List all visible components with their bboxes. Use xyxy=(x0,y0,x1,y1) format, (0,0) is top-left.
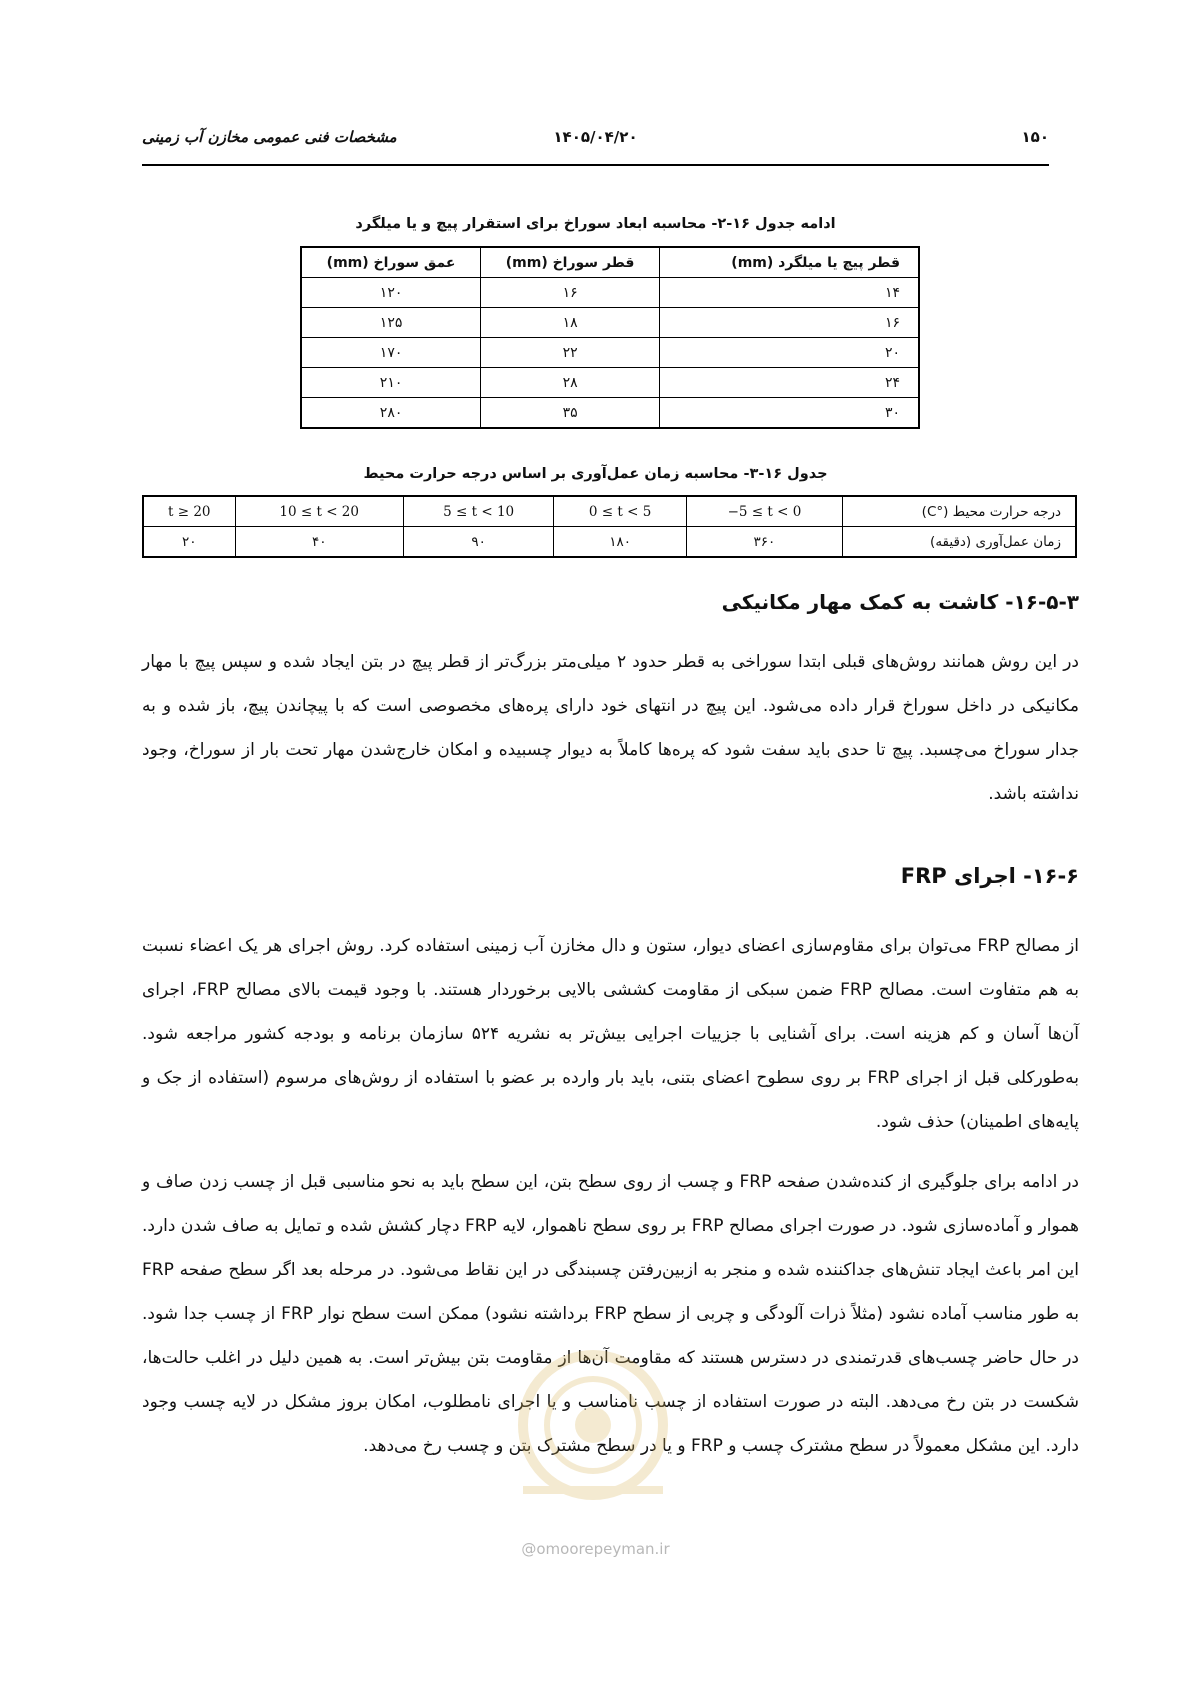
page-number: ۱۵۰ xyxy=(1021,128,1049,146)
body-paragraph: از مصالح FRP می‌توان برای مقاوم‌سازی اعضای دیوار، ستون و دال مخازن آب زمینی استفاده کرد. روش اجرای هر یک اعضاء نسبت به هم متفاوت است. مصالح FRP ضمن سبکی از مقاومت کششی بالایی برخوردار هستند. با وجود قیمت بالای مصالح FRP، اجرای آن‌ها آسان و کم هزینه است. برای آشنایی با جزییات اجرایی بیش‌تر به نشریه ۵۲۴ سازمان برنامه و بودجه کشور مراجعه شود. به‌طورکلی قبل از اجرای FRP بر روی سطوح اعضای بتنی، باید بار وارده بر عضو با استفاده از روش‌های مرسوم (استفاده از جک و پایه‌های اطمینان) حذف شود. xyxy=(142,936,1080,1132)
table-row xyxy=(143,527,1076,558)
curing-time-table xyxy=(142,495,1077,558)
table-cell: ۱۷۰ xyxy=(301,338,481,368)
table-row-header: زمان عمل‌آوری (دقیقه) xyxy=(843,527,1077,558)
table-cell: ۱۲۰ xyxy=(301,278,481,308)
table-cell: ۲۸۰ xyxy=(301,398,481,429)
table-header-row xyxy=(301,247,919,278)
table-cell: ۲۱۰ xyxy=(301,368,481,398)
page-header xyxy=(142,128,1049,158)
table-cell: ۲۰ xyxy=(660,338,919,368)
table-cell: −5 ≤ t < 0 xyxy=(686,496,842,527)
header-doc-title: مشخصات فنی عمومی مخازن آب زمینی xyxy=(142,128,397,146)
table-row xyxy=(143,496,1076,527)
table-cell: ۱۴ xyxy=(660,278,919,308)
table-cell: ۹۰ xyxy=(403,527,553,558)
table-cell: ۲۴ xyxy=(660,368,919,398)
table-header-cell: قطر پیچ یا میلگرد (mm) xyxy=(660,247,919,278)
table1-caption: ادامه جدول ۱۶-۲- محاسبه ابعاد سوراخ برای استقرار پیچ و یا میلگرد xyxy=(355,216,836,232)
table-cell: 5 ≤ t < 10 xyxy=(403,496,553,527)
section-heading: ۱۶-۵-۳- کاشت به کمک مهار مکانیکی xyxy=(721,590,1079,614)
table-row xyxy=(301,398,919,429)
table-cell: ۳۰ xyxy=(660,398,919,429)
table-cell: ۲۸ xyxy=(481,368,660,398)
table-row xyxy=(301,308,919,338)
table-row xyxy=(301,278,919,308)
table-cell: ۱۶ xyxy=(660,308,919,338)
header-date: ۱۴۰۵/۰۴/۲۰ xyxy=(553,128,638,146)
table-cell: ۱۸۰ xyxy=(554,527,687,558)
watermark-logo-icon xyxy=(478,1340,708,1510)
table-header-cell: قطر سوراخ (mm) xyxy=(481,247,660,278)
table-header-cell: عمق سوراخ (mm) xyxy=(301,247,481,278)
table-cell: ۲۰ xyxy=(143,527,235,558)
table-row xyxy=(301,368,919,398)
body-paragraph: در این روش همانند روش‌های قبلی ابتدا سوراخی به قطر حدود ۲ میلی‌متر بزرگ‌تر از قطر پیچ در بتن ایجاد شده و سپس پیچ با مهار مکانیکی در داخل سوراخ قرار داده می‌شود. این پیچ در انتهای خود دارای پره‌های مخصوصی است که با پیچاندن پیچ، باز شده و به جدار سوراخ می‌چسبد. پیچ تا حدی باید سفت شود که پره‌ها کاملاً به دیوار چسبیده و امکان خارج‌شدن مهار تحت بار از سوراخ، وجود نداشته باشد. xyxy=(142,652,1079,804)
watermark-text: @omoorepeyman.ir xyxy=(521,1540,670,1558)
table-cell: t ≥ 20 xyxy=(143,496,235,527)
table-cell: ۱۲۵ xyxy=(301,308,481,338)
table-cell: ۳۵ xyxy=(481,398,660,429)
table-row-header: درجه حرارت محیط (°C) xyxy=(843,496,1077,527)
body-paragraph: در ادامه برای جلوگیری از کنده‌شدن صفحه FRP و چسب از روی سطح بتن، این سطح باید به نحو مناسبی قبل از چسب زدن صاف و هموار و آماده‌سازی شود. در صورت اجرای مصالح FRP بر روی سطح ناهموار، لایه FRP دچار کشش شده و تمایل به صاف شدن دارد. این امر باعث ایجاد تنش‌های جداکننده شده و منجر به ازبین‌رفتن چسبندگی در این نقاط می‌شود. در مرحله بعد اگر سطح صفحه FRP به طور مناسب آماده نشود (مثلاً ذرات آلودگی و چربی از سطح FRP برداشته نشود) ممکن است سطح نوار FRP از چسب جدا شود. در حال حاضر چسب‌های قدرتمندی در دسترس هستند که مقاومت آن‌ها از مقاومت بتن بیش‌تر است. به همین دلیل در اغلب حالت‌ها، شکست در بتن رخ می‌دهد. البته در صورت استفاده از چسب نامناسب و یا اجرای نامطلوب، امکان بروز مشکل در لایه چسب وجود دارد. این مشکل معمولاً در سطح مشترک چسب و FRP و یا در سطح مشترک بتن و چسب رخ می‌دهد. xyxy=(142,1172,1079,1456)
table-cell: 10 ≤ t < 20 xyxy=(235,496,403,527)
table-cell: ۲۲ xyxy=(481,338,660,368)
header-divider xyxy=(142,164,1049,166)
table-cell: 0 ≤ t < 5 xyxy=(554,496,687,527)
table-cell: ۱۶ xyxy=(481,278,660,308)
section-heading: ۱۶-۶- اجرای FRP xyxy=(900,864,1079,888)
table-cell: ۱۸ xyxy=(481,308,660,338)
table-cell: ۳۶۰ xyxy=(686,527,842,558)
table-row xyxy=(301,338,919,368)
table2-caption: جدول ۱۶-۳- محاسبه زمان عمل‌آوری بر اساس درجه حرارت محیط xyxy=(363,466,828,482)
hole-dimension-table xyxy=(300,246,920,429)
table-cell: ۴۰ xyxy=(235,527,403,558)
